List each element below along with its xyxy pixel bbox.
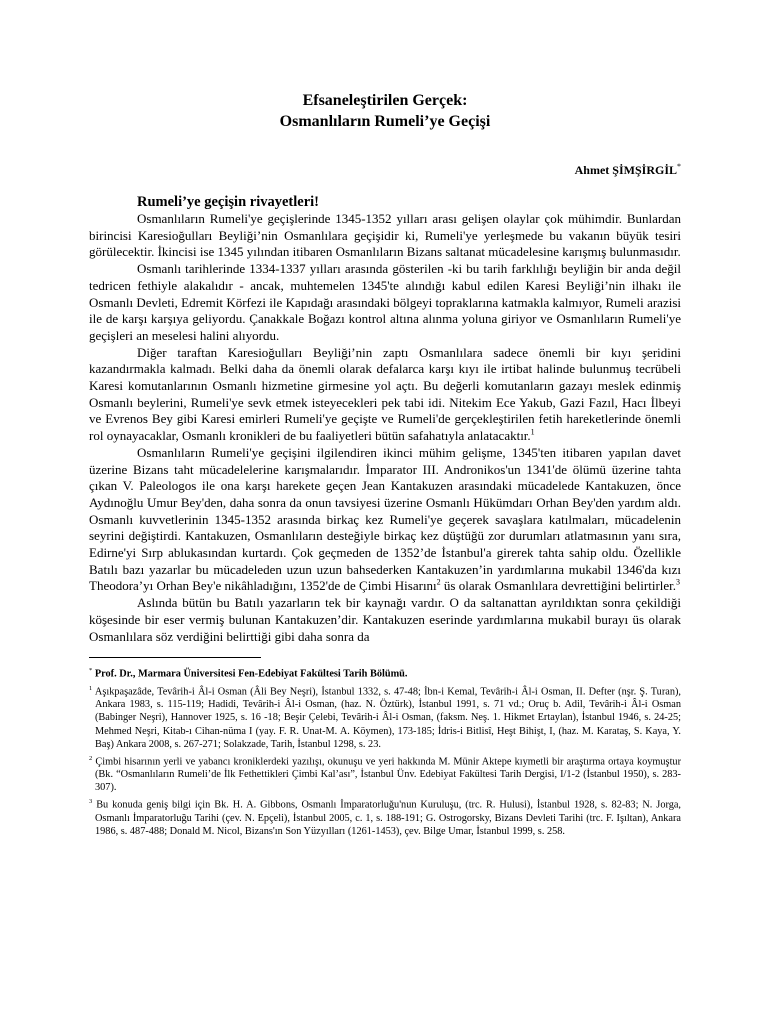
article-title-line-2: Osmanlıların Rumeli’ye Geçişi [279, 113, 491, 130]
footnote-ref-3[interactable]: 3 [676, 578, 681, 588]
paragraph-1: Osmanlıların Rumeli'ye geçişlerinde 1345-1352 yılları arası gelişen olaylar çok mühimdir. Bunlardan birincisi Karesioğulları Beyliği’nin Osmanlılara geçişidir ki, Rumeli'ye yerleşmede bu vakanın büyük tesiri görülecektir. İkincisi ise 1345 yılından itibaren Osmanlıların Bizans saltanat mücadelesine karışmış bulunmasıdır. [89, 211, 681, 260]
footnote-3: $^3$ Bu konuda geniş bilgi için Bk. H. A. Gibbons, Osmanlı İmparatorluğu'nun Kuruluşu, (trc. R. Hulusi), İstanbul 1928, s. 82-83; N. Jorga, Osmanlı İmparatorluğu Tarihi (çev. N. Epçeli), İstanbul 2005, c. 1, s. 188-191; G. Ostrogorsky, Bizans Devleti Tarihi (trc. F. Işıltan), Ankara 1986, s. 487-488; Donald M. Nicol, Bizans'ın Son Yüzyılları (1261-1453), çev. Bilge Umar, İstanbul 1999, s. 258. [89, 798, 682, 837]
footnotes [89, 664, 681, 838]
footnote-ref-2[interactable]: 2 [436, 578, 441, 588]
paragraph-3: Diğer taraftan Karesioğulları Beyliği’nin zaptı Osmanlılara sadece önemli bir kıyı şeridini kazandırmakla kalmadı. Belki daha da önemli olarak defalarca karşı kıyı ile irtibat halinde bulunmuş tecrübeli Karesi komutanlarının Osmanlı hizmetine girmesine yol açtı. Bu değerli komutanların gazayı meslek edinmiş Osmanlı beylerini, Rumeli'ye sevk etmek isteyecekleri pek tabi idi. Nitekim Ece Yakub, Gazi Fazıl, Hacı İlbeyi ve Evrenos Bey gibi Karesi emirleri Rumeli'ye geçişte ve Rumeli'de gerçekleştirilen fetih hareketlerinde önemli rol oynayacaklar, Osmanlı kronikleri de bu faaliyetleri bütün safahatıyla anlatacaktır.$^1$ [89, 344, 681, 444]
section-heading: Rumeli’ye geçişin rivayetleri! [137, 194, 319, 210]
author-footnote-marker[interactable]: * [677, 162, 681, 171]
paragraph-4: Osmanlıların Rumeli'ye geçişini ilgilendiren ikinci mühim gelişme, 1345'ten itibaren yapılan davet üzerine Bizans taht mücadelelerine karışmalarıdır. İmparator III. Andronikos'un 1341'de ölümü üzerine tahta çıkan V. Paleologos ile ona karşı harekete geçen Jean Kantakuzen arasındaki mücadelede Kantakuzen, önce Aydınoğlu Umur Bey'den, daha sonra da onun tavsiyesi üzerine Osmanlı Hükümdarı Orhan Bey'den yardım aldı. Osmanlı kuvvetlerinin 1345-1352 arasında birkaç kez Rumeli'ye geçerek savaşlara katılmaları, mücadelenin seyrini değiştirdi. Kantakuzen, Osmanlıların desteğiyle birkaç kez düştüğü zor durumları atlatmasının yanı sıra, Edirne'yi Sırp ablukasından kurtardı. Çok geçmeden de 1352’de İstanbul'a girerek tahta sahip oldu. Özellikle Batılı bazı yazarlar bu mücadeleden uzun uzun bahsederken Kantakuzen’in yardımlarına mukabil 1346'da kızı Theodora’yı Orhan Bey'e nikâhladığını, 1352'de de Çimbi Hisarını$^2$ üs olarak Osmanlılara devrettiğini belirtirler.$^3$ [89, 444, 681, 594]
footnote-author: * Prof. Dr., Marmara Üniversitesi Fen-Edebiyat Fakültesi Tarih Bölümü. [89, 667, 408, 680]
footnote-divider [89, 657, 261, 658]
article-body [89, 211, 681, 645]
footnote-ref-1[interactable]: 1 [530, 427, 535, 437]
paragraph-2: Osmanlı tarihlerinde 1334-1337 yılları arasında gösterilen -ki bu tarih farklılığı beyliğin bir anda değil tedricen fethiyle alakalıdır - ancak, muhtemelen 1345'te alındığı kabul edilen Karesi Beyliği’nin ilhakı ile Osmanlı Devleti, Edremit Körfezi ile Kapıdağı arasındaki bölgeyi topraklarına katmakla kalmıyor, Rumeli arazisi ile de karşı karşıya geliyordu. Çanakkale Boğazı kontrol altına alınma yoluna giriyor ve Osmanlıların Rumeli'ye geçişleri an meselesi halini alıyordu. [89, 261, 681, 343]
author-name: Ahmet ŞİMŞİRGİL [574, 163, 677, 177]
author-byline [89, 160, 681, 177]
footnote-1: $^1$ Aşıkpaşazâde, Tevârih-i Âl-i Osman (Âli Bey Neşri), İstanbul 1332, s. 47-48; İbn-i Kemal, Tevârih-i Âl-i Osman, II. Defter (nşr. Ş. Turan), Ankara 1983, s. 115-119; Hadidi, Tevârih-i Âl-i Osman, (haz. N. Öztürk), İstanbul 1991, s. 71 vd.; Oruç b. Adil, Tevârih-i Âl-i Osman (Babinger Neşri), Hannover 1925, s. 16 -18; Beşir Çelebi, Tevârih-i Âl-i Osman, (faksm. Neş. 1. Hikmet Ertaylan), İstanbul 1946, s. 24-25; Mehmed Neşri, Kitab-ı Cihan-nüma I (yay. F. R. Unat-M. A. Köymen), 173-185; İdris-i Bitlisî, Heşt Bihişt, I, (haz. M. Karataş, S. Kaya, Y. Baş) Ankara 2008, s. 267-271; Solakzade, Tarih, İstanbul 1298, s. 23. [89, 684, 681, 750]
article-title-line-1: Efsaneleştirilen Gerçek: [302, 92, 468, 109]
paragraph-5: Aslında bütün bu Batılı yazarların tek bir kaynağı vardır. O da saltanattan ayrıldıktan sonra çekildiği köşesinde bir eser vermiş bulunan Kantakuzen’dir. Kantakuzen eserinde yardımlarına mukabil burayı üs olarak Osmanlılara söz verdiğini belirttiği gibi daha sonra da [89, 595, 681, 644]
article-page [89, 90, 681, 839]
footnote-2: $^2$ Çimbi hisarının yerli ve yabancı kroniklerdeki yazılışı, okunuşu ve yeri hakkında M. Münir Aktepe kıymetli bir araştırma ortaya koymuştur (Bk. “Osmanlıların Rumeli’de İlk Fethettikleri Çimbi Kal’ası”, İstanbul Ünv. Edebiyat Fakültesi Tarih Dergisi, I/1-2 (İstanbul 1950), s. 283-307). [89, 754, 682, 794]
